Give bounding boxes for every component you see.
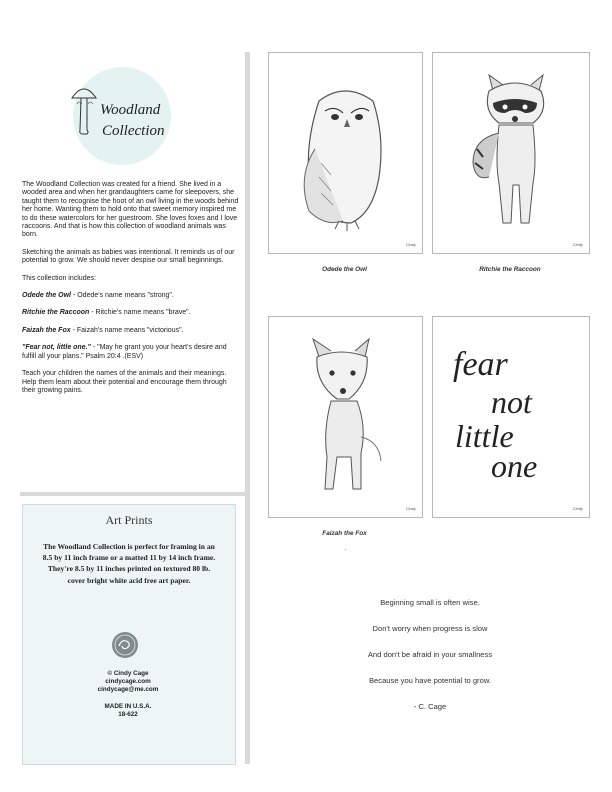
- art-prints-description: The Woodland Collection is perfect for framing in an 8.5 by 11 inch frame or a matted 11 by 14 inch frame. They're 8.5 by 11 inches printed on textured 80 lb. cover bright white acid free art paper.: [42, 542, 216, 585]
- poem-line-4: Because you have potential to grow.: [368, 676, 491, 685]
- collection-item-raccoon: Ritchie the Raccoon - Ritchie's name means "brave".: [22, 309, 191, 317]
- lettering-word-little: little: [455, 418, 514, 454]
- website-link[interactable]: cindycage.com: [105, 678, 151, 685]
- stray-dot: .: [345, 546, 347, 552]
- caption-owl: Odede the Owl: [322, 266, 367, 273]
- collection-item-fear-not: "Fear not, little one." - "May he grant you your heart's desire and fulfill all your plans." Psalm 20:4 .(ESV): [22, 344, 227, 360]
- email-link[interactable]: cindycage@me.com: [97, 686, 159, 693]
- vertical-divider: [245, 52, 250, 764]
- logo-text-woodland: Woodland: [100, 102, 161, 118]
- lettering-word-fear: fear: [453, 346, 508, 383]
- caption-raccoon: Ritchie the Raccoon: [479, 266, 541, 273]
- poem-line-2: Don't worry when progress is slow: [372, 624, 488, 633]
- caption-fox: Faizah the Fox: [322, 530, 367, 537]
- horizontal-divider: [20, 492, 248, 496]
- poem-line-1: Beginning small is often wise.: [380, 598, 480, 607]
- collection-item-fox: Faizah the Fox - Faizah's name means "victorious".: [22, 326, 184, 334]
- poem-line-3: And don't be afraid in your smallness: [367, 650, 493, 659]
- intro-text: [22, 181, 242, 404]
- intro-paragraph-2: Sketching the animals as babies was intentional. It reminds us of our potential to grow. We should never despise our small beginnings.: [22, 248, 235, 265]
- woodland-collection-logo: [62, 64, 180, 170]
- print-signature: Cindy: [405, 506, 416, 511]
- copyright-text: © Cindy Cage: [107, 670, 149, 677]
- made-in-info: [22, 703, 234, 719]
- poem-author: - C. Cage: [413, 702, 447, 711]
- intro-paragraph-3: This collection includes:: [22, 274, 96, 282]
- print-card-fear-not[interactable]: [432, 316, 590, 518]
- art-prints-title: Art Prints: [105, 513, 153, 527]
- lettering-word-one: one: [491, 448, 538, 484]
- print-card-owl[interactable]: [268, 52, 423, 254]
- made-in-text: MADE IN U.S.A.: [104, 703, 152, 710]
- fox-illustration: [269, 317, 422, 517]
- owl-illustration: [269, 53, 422, 253]
- print-card-raccoon[interactable]: [432, 52, 590, 254]
- lettering-word-not: not: [491, 384, 532, 420]
- print-signature: Cindy: [572, 242, 583, 247]
- fear-not-lettering: [433, 317, 589, 517]
- intro-paragraph-4: Teach your children the names of the animals and their meanings. Help them learn about their potential and encourage them through their growing pains.: [22, 370, 227, 394]
- cindy-cage-seal-icon: [110, 630, 140, 665]
- logo-text-collection: Collection: [102, 123, 165, 139]
- intro-paragraph-1: The Woodland Collection was created for a friend. She lived in a wooded area and when her grandaughters came for sleepovers, she taught them to recognise the hoot of an owl living in the woods behind her home. Wanting them to hold onto that sweet memory inspired me to do these watercolors for her guestroom. She loves foxes and I love raccoons. And that is how this collection of woodland animals was born.: [22, 181, 239, 239]
- print-signature: Cindy: [405, 242, 416, 247]
- collection-item-owl: Odede the Owl - Odede's name means "strong".: [22, 292, 174, 300]
- product-code: 18-622: [118, 711, 138, 718]
- print-signature: Cindy: [572, 506, 583, 511]
- credits: [22, 670, 234, 694]
- raccoon-illustration: [433, 53, 589, 253]
- print-card-fox[interactable]: [268, 316, 423, 518]
